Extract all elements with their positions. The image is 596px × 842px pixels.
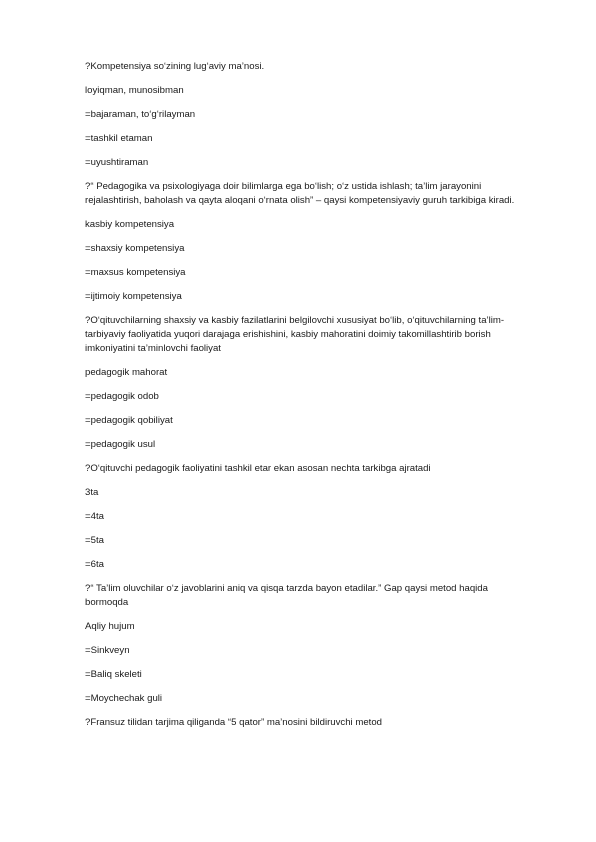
question-1: ?Kompetensiya so‘zining lug‘aviy ma’nosi.: [85, 61, 265, 72]
answer-correct-1: loyiqman, munosibman: [85, 85, 184, 96]
question-4: ?O‘qituvchi pedagogik faoliyatini tashkil etar ekan asosan nechta tarkibga ajratadi: [85, 463, 431, 474]
question-2: ?“ Pedagogika va psixologiyaga doir bilimlarga ega bo‘lish; o‘z ustida ishlash; ta’lim jarayonini rejalashtirish, baholash va qayta aloqani o‘rnata olish” – qaysi kompetensiyaviy guruh tarkibiga kiradi.: [85, 181, 515, 206]
answer-correct-4: 3ta: [85, 487, 99, 498]
answer-option: =ijtimoiy kompetensiya: [85, 291, 182, 302]
answer-option: =4ta: [85, 511, 104, 522]
answer-option: =bajaraman, to‘g‘rilayman: [85, 109, 196, 120]
answer-option: =Sinkveyn: [85, 645, 130, 656]
document-body: [85, 60, 525, 740]
answer-option: =6ta: [85, 559, 104, 570]
answer-option: =pedagogik qobiliyat: [85, 415, 173, 426]
answer-option: =uyushtiraman: [85, 157, 149, 168]
answer-option: =5ta: [85, 535, 104, 546]
answer-option: =maxsus kompetensiya: [85, 267, 186, 278]
answer-correct-2: kasbiy kompetensiya: [85, 219, 175, 230]
answer-option: =Baliq skeleti: [85, 669, 142, 680]
answer-option: =tashkil etaman: [85, 133, 153, 144]
question-6: ?Fransuz tilidan tarjima qiliganda “5 qator” ma’nosini bildiruvchi metod: [85, 717, 383, 728]
answer-option: =pedagogik usul: [85, 439, 156, 450]
answer-correct-5: Aqliy hujum: [85, 621, 135, 632]
question-5: ?“ Ta’lim oluvchilar o‘z javoblarini aniq va qisqa tarzda bayon etadilar.” Gap qaysi metod haqida bormoqda: [85, 583, 488, 608]
answer-option: =Moychechak guli: [85, 693, 163, 704]
answer-option: =pedagogik odob: [85, 391, 159, 402]
question-3: ?O‘qituvchilarning shaxsiy va kasbiy fazilatlarini belgilovchi xususiyat bo‘lib, o‘qituvchilarning ta’lim-tarbiyaviy faoliyatida yuqori darajaga erishishini, kasbiy mahoratini doimiy takomillashtirib borish imkoniyatini ta’minlovchi faoliyat: [85, 315, 505, 354]
answer-option: =shaxsiy kompetensiya: [85, 243, 185, 254]
answer-correct-3: pedagogik mahorat: [85, 367, 168, 378]
